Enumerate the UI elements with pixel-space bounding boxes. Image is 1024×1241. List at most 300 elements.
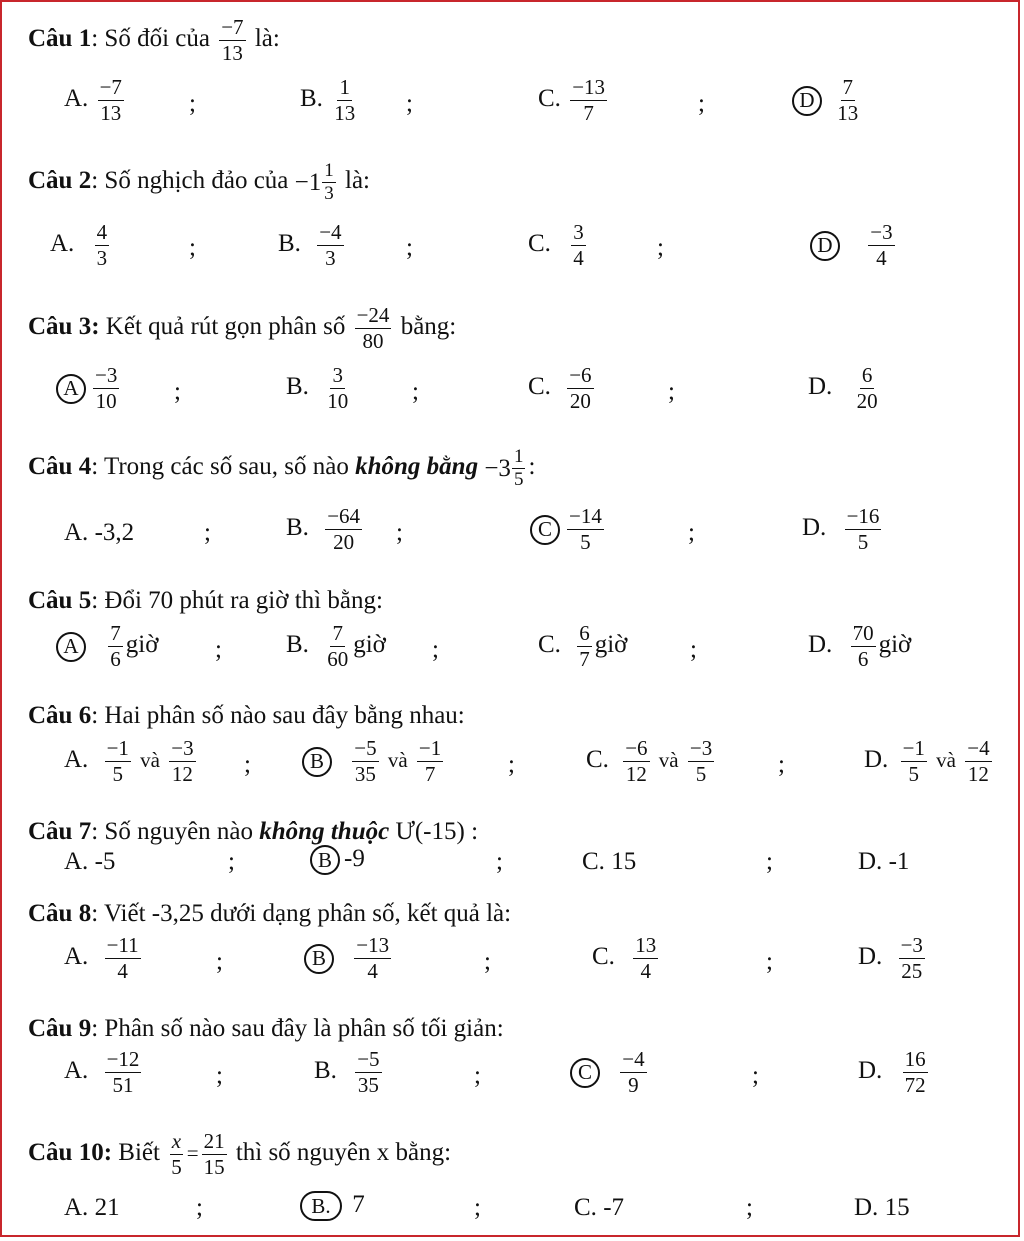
option-letter: B. [311, 1193, 331, 1218]
question-tail: là: [345, 167, 371, 195]
option-value: -7 [603, 1194, 625, 1221]
denominator: 4 [876, 246, 887, 270]
q3-option-a[interactable] [56, 364, 122, 413]
numerator: 6 [579, 621, 590, 645]
numerator: 7 [110, 621, 121, 645]
numerator: −11 [106, 933, 139, 957]
denominator: 4 [367, 959, 378, 983]
option-letter: D. [858, 943, 883, 971]
option-letter: B. [300, 85, 323, 113]
denominator: 5 [908, 762, 919, 786]
separator: ; [216, 948, 223, 975]
q3-option-b[interactable] [286, 364, 353, 413]
denominator: 12 [967, 762, 989, 786]
question-6: Câu 6: Hai phân số nào sau đây bằng nhau: [28, 702, 465, 729]
option-letter: D [799, 88, 815, 112]
conjunction: và [658, 748, 679, 773]
question-2: Câu 2: Số nghịch đảo của −1 $\frac{1}{3}$ là: [28, 160, 371, 204]
question-text: Biết [118, 1139, 160, 1167]
question-text: Hai phân số nào sau đây bằng nhau: [104, 702, 465, 729]
question-text: Trong các số sau, số nào [103, 453, 349, 481]
option-letter: A. [64, 943, 89, 971]
option-letter: A. [64, 1057, 89, 1085]
numerator: −13 [572, 75, 606, 99]
denominator: 3 [96, 246, 108, 270]
fraction [620, 1048, 646, 1097]
unit-text: giờ [594, 631, 628, 659]
question-1: Câu 1: Số đối của $\frac{-7}{13}$ là: [28, 15, 280, 65]
q3-option-d[interactable] [808, 364, 883, 413]
fraction [322, 161, 336, 204]
separator: ; [778, 751, 785, 778]
numerator: −3 [171, 736, 194, 760]
option-value: -3,2 [94, 519, 135, 546]
denominator: 9 [628, 1073, 639, 1097]
denominator: 10 [327, 389, 349, 413]
fraction [633, 934, 658, 983]
separator: ; [406, 90, 413, 117]
denominator: 5 [580, 530, 591, 554]
numerator: −6 [625, 736, 648, 760]
question-text: Đổi 70 phút ra giờ thì bằng: [104, 587, 383, 614]
unit-text: giờ [353, 631, 386, 659]
unit-text: giờ [125, 631, 159, 659]
separator: ; [484, 948, 491, 975]
q3-option-c[interactable] [528, 364, 597, 413]
fraction [108, 622, 123, 671]
q9-option-d[interactable] [858, 1048, 931, 1097]
option-letter: A. [64, 85, 89, 113]
q1-option-c[interactable] [538, 76, 610, 125]
q2-option-a[interactable] [50, 221, 112, 270]
q10-option-d[interactable] [854, 1194, 910, 1222]
question-8: Câu 8: Viết -3,25 dưới dạng phân số, kết quả là: [28, 900, 512, 927]
fraction [577, 622, 592, 671]
fraction [352, 737, 378, 786]
numerator: −14 [569, 504, 602, 528]
numerator: x [171, 1129, 182, 1153]
option-letter: B [309, 749, 324, 773]
question-4: Câu 4: Trong các số sau, số nào không bằng −3 $\frac{1}{5}$ : [28, 446, 536, 490]
numerator: 6 [861, 363, 873, 387]
q4-option-c[interactable] [530, 505, 607, 554]
q7-option-b[interactable] [310, 845, 365, 875]
denominator: 5 [112, 762, 123, 786]
q9-option-c[interactable] [570, 1048, 650, 1097]
numerator: −5 [354, 736, 377, 760]
fraction [105, 934, 141, 983]
separator: ; [412, 378, 419, 405]
question-label: Câu 5 [28, 587, 92, 614]
separator: ; [496, 848, 503, 875]
option-letter: C [537, 517, 552, 541]
fraction [855, 364, 880, 413]
question-tail: thì số nguyên x bằng: [235, 1139, 452, 1167]
denominator: 13 [334, 101, 356, 125]
option-letter: C. [592, 943, 615, 971]
numerator: 70 [852, 621, 874, 645]
answer-circle [56, 632, 86, 662]
option-letter: D. [858, 1057, 883, 1085]
q1-option-a[interactable] [64, 76, 127, 125]
denominator: 15 [203, 1155, 225, 1179]
separator: ; [196, 1194, 203, 1221]
q2-option-d[interactable] [810, 221, 898, 270]
denominator: 13 [221, 41, 243, 65]
option-value: 7 [352, 1191, 365, 1218]
q1-option-b[interactable] [300, 76, 360, 125]
denominator: 80 [362, 329, 384, 353]
q10-option-b[interactable] [300, 1191, 365, 1221]
fraction [901, 737, 927, 786]
numerator: −3 [95, 363, 118, 387]
separator: ; [216, 1062, 223, 1089]
numerator: −3 [900, 933, 923, 957]
option-letter: B [311, 946, 326, 970]
separator: ; [766, 848, 773, 875]
denominator: 51 [112, 1073, 134, 1097]
q2-option-c[interactable] [528, 221, 589, 270]
q5-option-a[interactable] [56, 622, 158, 671]
separator: ; [244, 751, 251, 778]
numerator: −24 [356, 303, 390, 327]
fraction [93, 364, 119, 413]
separator: ; [432, 636, 439, 663]
fraction [202, 1130, 227, 1179]
mixed-number [295, 161, 339, 204]
option-letter: C. [528, 373, 551, 401]
numerator: −64 [327, 504, 361, 528]
question-5: Câu 5: Đổi 70 phút ra giờ thì bằng: [28, 587, 383, 614]
denominator: 4 [117, 959, 128, 983]
option-value: -1 [888, 848, 910, 875]
option-letter: C. [538, 85, 561, 113]
question-text: Phân số nào sau đây là phân số tối giản: [104, 1015, 504, 1042]
numerator: −1 [106, 736, 129, 760]
numerator: −13 [356, 933, 390, 957]
q5-option-d[interactable] [808, 622, 911, 671]
separator: ; [215, 636, 222, 663]
option-letter: D. [802, 514, 827, 542]
separator: ; [668, 378, 675, 405]
numerator: 3 [573, 220, 584, 244]
emphasis-text: không thuộc [259, 818, 390, 845]
question-label: Câu 4 [28, 453, 92, 481]
q2-option-b[interactable] [278, 221, 347, 270]
separator: ; [474, 1194, 481, 1221]
question-label: Câu 8 [28, 900, 92, 927]
whole-part: −3 [484, 454, 511, 482]
question-9: Câu 9: Phân số nào sau đây là phân số tối giản: [28, 1015, 504, 1042]
separator: ; [406, 234, 413, 261]
fraction [567, 364, 593, 413]
numerator: −12 [106, 1047, 140, 1071]
fraction [355, 1048, 381, 1097]
fraction [332, 76, 357, 125]
denominator: 3 [325, 246, 336, 270]
q5-option-c[interactable] [538, 622, 627, 671]
answer-circle [810, 231, 840, 261]
fraction [845, 505, 882, 554]
fraction [868, 221, 894, 270]
separator: ; [396, 519, 403, 546]
denominator: 60 [327, 647, 349, 671]
answer-circle [530, 515, 560, 545]
fraction [688, 737, 714, 786]
question-text: Số nghịch đảo của [104, 167, 289, 195]
q10-option-c[interactable] [574, 1194, 624, 1222]
option-letter: D. [808, 373, 833, 401]
denominator: 25 [901, 959, 923, 983]
unit-text: giờ [878, 631, 912, 659]
question-tail: Ư(-15) : [395, 818, 479, 845]
q6-option-b[interactable] [302, 737, 446, 786]
option-letter: A [63, 376, 79, 400]
fraction [623, 737, 649, 786]
answer-circle [570, 1058, 600, 1088]
question-label: Câu 1 [28, 25, 92, 53]
denominator: 5 [695, 762, 707, 786]
option-letter: C. [528, 230, 551, 258]
answer-circle [792, 86, 822, 116]
fraction [354, 934, 391, 983]
whole-part: −1 [294, 168, 322, 196]
option-value: 15 [884, 1194, 910, 1221]
option-letter: C [577, 1060, 592, 1084]
numerator: 4 [96, 220, 108, 244]
fraction [835, 76, 860, 125]
denominator: 6 [110, 647, 121, 671]
numerator: 1 [339, 75, 350, 99]
denominator: 3 [324, 183, 334, 204]
answer-circle [310, 845, 340, 875]
option-letter: D. [854, 1194, 879, 1221]
numerator: −4 [319, 220, 342, 244]
option-letter: C. [582, 848, 605, 875]
mixed-number [484, 447, 528, 490]
separator: ; [752, 1062, 759, 1089]
q5-option-b[interactable] [286, 622, 386, 671]
numerator: 3 [332, 363, 343, 387]
fraction [417, 737, 443, 786]
denominator: 13 [100, 101, 122, 125]
fraction [98, 76, 124, 125]
option-value: 21 [94, 1194, 120, 1221]
fraction [899, 934, 925, 983]
question-7: Câu 7: Số nguyên nào không thuộc Ư(-15) : [28, 818, 479, 845]
option-letter: D. [858, 848, 883, 875]
option-value: 15 [611, 848, 637, 875]
denominator: 7 [583, 101, 594, 125]
question-text: Viết -3,25 dưới dạng phân số, kết quả là: [103, 900, 512, 927]
fraction [325, 364, 350, 413]
option-letter: D. [864, 746, 889, 774]
numerator: −7 [221, 15, 244, 39]
fraction [169, 1130, 184, 1179]
answer-circle [302, 747, 332, 777]
denominator: 20 [856, 389, 878, 413]
numerator: −5 [357, 1047, 380, 1071]
fraction [325, 622, 350, 671]
denominator: 35 [357, 1073, 379, 1097]
numerator: −3 [689, 736, 713, 760]
fraction [567, 505, 604, 554]
conjunction: và [140, 748, 160, 773]
q7-option-a[interactable] [64, 848, 115, 876]
option-value: -5 [94, 848, 116, 875]
numerator: 13 [635, 933, 657, 957]
answer-circle [304, 944, 334, 974]
denominator: 20 [569, 389, 591, 413]
separator: ; [174, 378, 181, 405]
option-letter: B [317, 847, 332, 872]
numerator: 16 [904, 1047, 926, 1071]
question-label: Câu 10 [28, 1139, 104, 1167]
fraction [219, 16, 245, 65]
fraction [851, 622, 876, 671]
q4-option-b[interactable] [286, 505, 365, 554]
option-letter: A. [64, 519, 89, 546]
numerator: −4 [967, 736, 990, 760]
option-letter: B. [314, 1057, 337, 1085]
denominator: 6 [857, 647, 869, 671]
option-letter: A. [64, 848, 89, 875]
q7-option-c[interactable] [582, 848, 636, 876]
q9-option-b[interactable] [314, 1048, 385, 1097]
denominator: 7 [424, 762, 436, 786]
fraction [95, 221, 110, 270]
denominator: 5 [171, 1155, 182, 1179]
q1-option-d[interactable] [792, 76, 863, 125]
separator: ; [698, 90, 705, 117]
option-letter: D. [808, 631, 833, 659]
fraction [512, 447, 526, 490]
option-letter: C. [574, 1194, 597, 1221]
separator: ; [657, 234, 664, 261]
numerator: 7 [332, 621, 343, 645]
denominator: 12 [625, 762, 647, 786]
numerator: 7 [842, 75, 853, 99]
q7-option-d[interactable] [858, 848, 909, 876]
separator: ; [189, 234, 196, 261]
denominator: 12 [171, 762, 193, 786]
numerator: −1 [902, 736, 925, 760]
q8-option-a[interactable] [64, 934, 144, 983]
option-letter: B. [278, 230, 301, 258]
q8-option-b[interactable] [304, 934, 394, 983]
numerator: −1 [418, 736, 442, 760]
separator: ; [189, 90, 196, 117]
denominator: 10 [95, 389, 117, 413]
question-10: Câu 10: Biết $\frac{x}{5}$ = $\frac{21}{15}$ thì số nguyên x bằng: [28, 1129, 452, 1179]
denominator: 4 [573, 246, 584, 270]
q10-option-a[interactable] [64, 1194, 120, 1222]
option-letter: A. [50, 230, 75, 258]
question-tail: : [528, 453, 536, 481]
option-letter: C. [538, 631, 561, 659]
denominator: 35 [354, 762, 376, 786]
separator: ; [508, 751, 515, 778]
q6-option-c[interactable] [586, 737, 717, 786]
q8-option-d[interactable] [858, 934, 928, 983]
question-label: Câu 9 [28, 1015, 92, 1042]
option-letter: A. [64, 746, 89, 774]
option-letter: A. [64, 1194, 89, 1221]
separator: ; [228, 848, 235, 875]
denominator: 20 [333, 530, 355, 554]
q8-option-c[interactable] [592, 934, 661, 983]
question-3: Câu 3: Kết quả rút gọn phân số $\frac{-24}{80}$ bằng: [28, 303, 457, 353]
separator: ; [688, 519, 695, 546]
answer-circle [300, 1191, 342, 1221]
equals-sign: = [186, 1141, 199, 1166]
fraction [570, 76, 607, 125]
emphasis-text: không bằng [355, 453, 479, 481]
fraction [317, 221, 343, 270]
answer-circle [56, 374, 86, 404]
separator: ; [766, 948, 773, 975]
numerator: 1 [324, 160, 334, 181]
option-letter: D [817, 233, 833, 257]
denominator: 13 [837, 101, 859, 125]
numerator: −3 [870, 220, 893, 244]
denominator: 7 [579, 647, 590, 671]
separator: ; [474, 1062, 481, 1089]
q6-option-a[interactable] [64, 737, 199, 786]
question-text: Số nguyên nào [104, 818, 254, 845]
denominator: 4 [640, 959, 651, 983]
question-label: Câu 6 [28, 702, 92, 729]
q4-option-a[interactable] [64, 519, 134, 547]
separator: ; [746, 1194, 753, 1221]
question-text: Kết quả rút gọn phân số [105, 313, 346, 341]
question-text: Số đối của [104, 25, 210, 53]
numerator: 1 [513, 446, 524, 467]
question-label: Câu 3 [28, 313, 92, 341]
conjunction: và [936, 748, 956, 773]
fraction [325, 505, 362, 554]
denominator: 5 [857, 530, 869, 554]
option-letter: A [63, 634, 79, 658]
numerator: −16 [846, 504, 880, 528]
q9-option-a[interactable] [64, 1048, 144, 1097]
numerator: −7 [99, 75, 122, 99]
q6-option-d[interactable] [864, 737, 995, 786]
fraction [903, 1048, 928, 1097]
fraction [105, 1048, 142, 1097]
separator: ; [204, 519, 211, 546]
numerator: −6 [569, 363, 592, 387]
fraction [169, 737, 195, 786]
option-value: -9 [344, 845, 365, 872]
denominator: 5 [513, 469, 524, 490]
question-tail: là: [254, 25, 280, 53]
question-label: Câu 2 [28, 167, 92, 195]
option-letter: C. [586, 746, 609, 774]
question-tail: bằng: [400, 313, 457, 341]
separator: ; [690, 636, 697, 663]
fraction [105, 737, 131, 786]
option-letter: B. [286, 373, 309, 401]
denominator: 72 [904, 1073, 926, 1097]
option-letter: B. [286, 514, 309, 542]
conjunction: và [387, 748, 408, 773]
option-letter: B. [286, 631, 309, 659]
q4-option-d[interactable] [802, 505, 884, 554]
fraction [355, 304, 392, 353]
numerator: 21 [203, 1129, 225, 1153]
numerator: −4 [622, 1047, 645, 1071]
